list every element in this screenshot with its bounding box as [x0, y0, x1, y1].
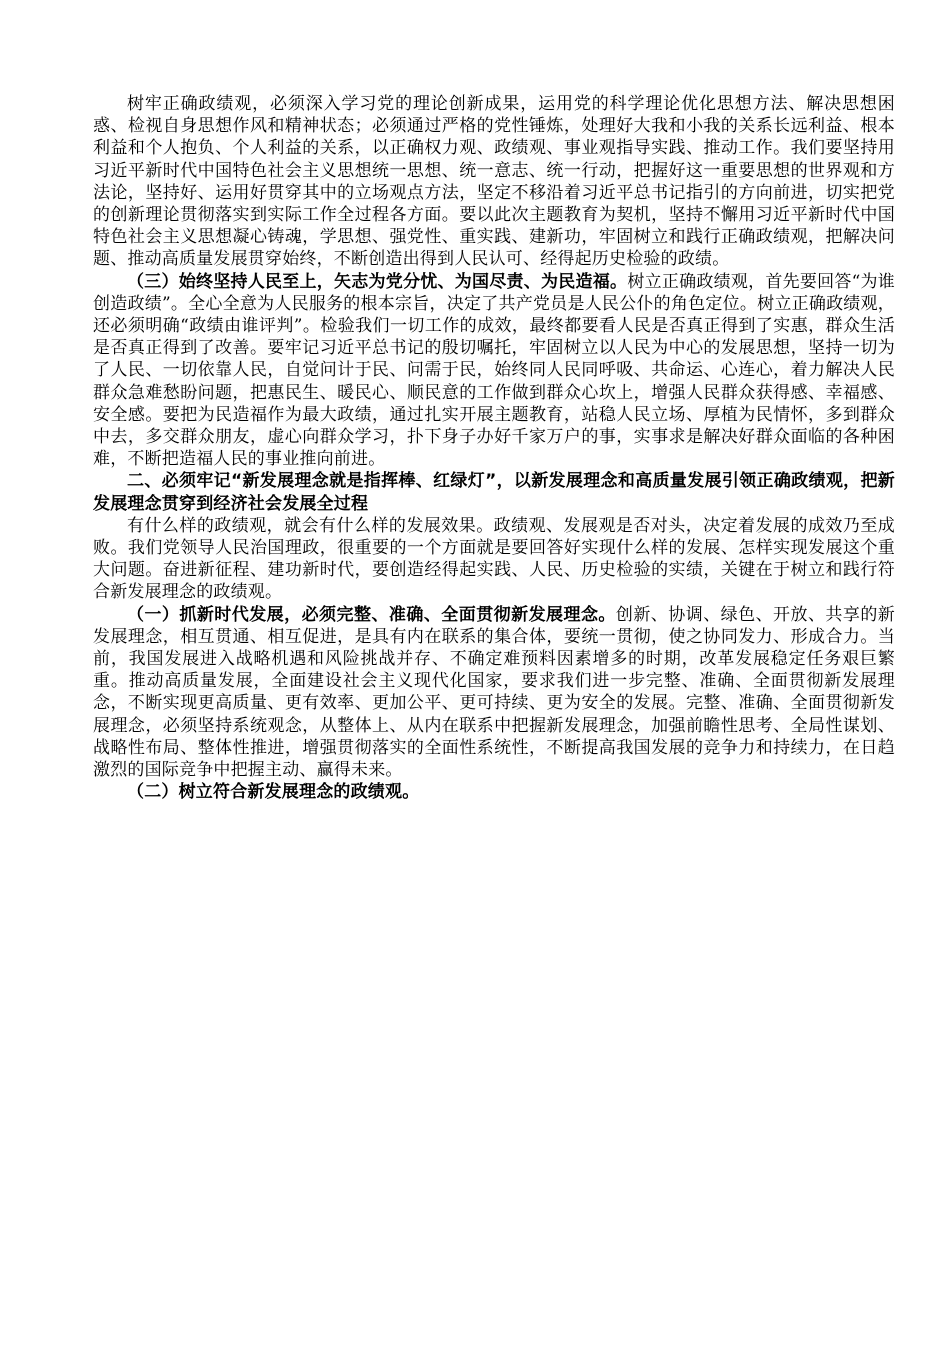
paragraph-text: 树牢正确政绩观，必须深入学习党的理论创新成果，运用党的科学理论优化思想方法、解决思想困惑、检视自身思想作风和精神状态；必须通过严格的党性锤炼，处理好大我和小我的关系长远利益、根本利益和个人抱负、个人利益的关系，以正确权力观、政绩观、事业观指导实践、推动工作。我们要坚持用习近平新时代中国特色社会主义思想统一思想、统一意志、统一行动，把握好这一重要思想的世界观和方法论，坚持好、运用好贯穿其中的立场观点方法，坚定不移沿着习近平总书记指引的方向前进，切实把党的创新理论贯彻落实到实际工作全过程各方面。要以此次主题教育为契机，坚持不懈用习近平新时代中国特色社会主义思想凝心铸魂，学思想、强党性、重实践、建新功，牢固树立和践行正确政绩观，把解决问题、推动高质量发展贯穿始终，不断创造出得到人民认可、经得起历史检验的政绩。: [93, 94, 895, 270]
subsection-heading: （二）树立符合新发展理念的政绩观。: [127, 782, 420, 803]
section-heading: 二、必须牢记“新发展理念就是指挥棒、红绿灯”，以新发展理念和高质量发展引领正确政绩观，把新发展理念贯穿到经济社会发展全过程: [93, 471, 895, 514]
body-paragraph: [93, 93, 895, 271]
section-paragraph: [93, 604, 895, 782]
paragraph-text: 树立正确政绩观，首先要回答“为谁创造政绩”。全心全意为人民服务的根本宗旨，决定了共产党员是人民公仆的角色定位。树立正确政绩观，还必须明确“政绩由谁评判”。检验我们一切工作的成效，最终都要看人民是否真正得到了实惠，群众生活是否真正得到了改善。要牢记习近平总书记的殷切嘱托，牢固树立以人民为中心的发展思想，坚持一切为了人民、一切依靠人民，自觉问计于民、问需于民，始终同人民同呼吸、共命运、心连心，着力解决人民群众急难愁盼问题，把惠民生、暖民心、顺民意的工作做到群众心坎上，增强人民群众获得感、幸福感、安全感。要把为民造福作为最大政绩，通过扎实开展主题教育，站稳人民立场、厚植为民情怀，多到群众中去，多交群众朋友，虚心向群众学习，扑下身子办好千家万户的事，实事求是解决好群众面临的各种困难，不断把造福人民的事业推向前进。: [93, 271, 895, 470]
body-paragraph: [93, 515, 895, 604]
subsection-heading: （一）抓新时代发展，必须完整、准确、全面贯彻新发展理念。: [127, 604, 616, 625]
section-paragraph: [93, 271, 895, 471]
paragraph-text: 创新、协调、绿色、开放、共享的新发展理念，相互贯通、相互促进，是具有内在联系的集合体，要统一贯彻，使之协同发力、形成合力。当前，我国发展进入战略机遇和风险挑战并存、不确定难预料因素增多的时期，改革发展稳定任务艰巨繁重。推动高质量发展，全面建设社会主义现代化国家，要求我们进一步完整、准确、全面贯彻新发展理念，不断实现更高质量、更有效率、更加公平、更可持续、更为安全的发展。完整、准确、全面贯彻新发展理念，必须坚持系统观念，从整体上、从内在联系中把握新发展理念，加强前瞻性思考、全局性谋划、战略性布局、整体性推进，增强贯彻落实的全面性系统性，不断提高我国发展的竞争力和持续力，在日趋激烈的国际竞争中把握主动、赢得未来。: [93, 604, 895, 781]
document-page: [93, 93, 895, 804]
paragraph-text: 有什么样的政绩观，就会有什么样的发展效果。政绩观、发展观是否对头，决定着发展的成效乃至成败。我们党领导人民治国理政，很重要的一个方面就是要回答好实现什么样的发展、怎样实现发展这个重大问题。奋进新征程、建功新时代，要创造经得起实践、人民、历史检验的实绩，关键在于树立和践行符合新发展理念的政绩观。: [93, 515, 895, 603]
subsection-heading: （三）始终坚持人民至上，矢志为党分忧、为国尽责、为民造福。: [127, 271, 628, 292]
section-paragraph: [93, 781, 895, 803]
